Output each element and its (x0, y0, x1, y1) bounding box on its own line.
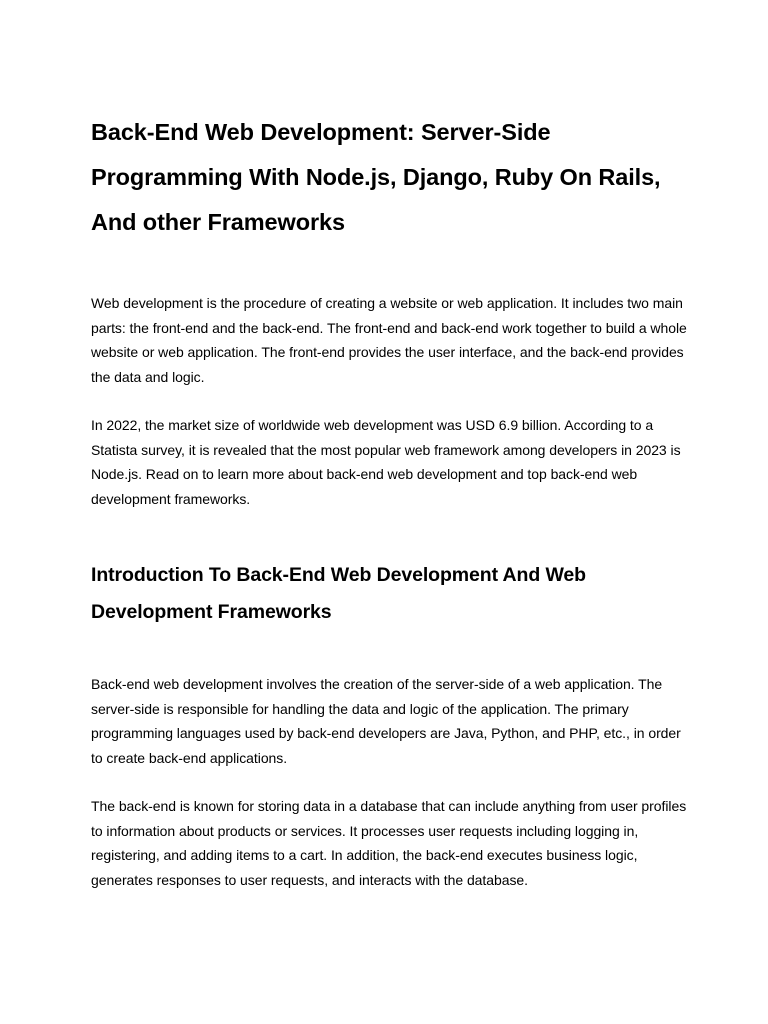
spacer (91, 245, 691, 291)
section-paragraph-1: Back-end web development involves the creation of the server-side of a web application. The server-side is responsible for handling the data and logic of the application. The primary programming languages used by back-end developers are Java, Python, and PHP, etc., in order to create back-end applications. (91, 676, 681, 766)
section-paragraph-2: The back-end is known for storing data in a database that can include anything from user profiles to information about products or services. It processes user requests including logging in, registering, and adding items to a cart. In addition, the back-end executes business logic, generates responses to user requests, and interacts with the database. (91, 798, 687, 888)
intro-paragraph-2: In 2022, the market size of worldwide web development was USD 6.9 billion. According to a Statista survey, it is revealed that the most popular web framework among developers in 2023 is Node.js. Read on to learn more about back-end web development and top back-end web development frameworks. (91, 417, 681, 507)
section-heading: Introduction To Back-End Web Development And Web Development Frameworks (91, 564, 586, 623)
intro-paragraph-1: Web development is the procedure of creating a website or web application. It includes two main parts: the front-end and the back-end. The front-end and back-end work together to build a whole website or web application. The front-end provides the user interface, and the back-end provides the data and logic. (91, 295, 687, 385)
spacer (91, 770, 691, 794)
spacer (91, 631, 691, 672)
spacer (91, 511, 691, 557)
document-content (91, 110, 691, 892)
document-title: Back-End Web Development: Server-Side Programming With Node.js, Django, Ruby On Rails, And other Frameworks (91, 119, 661, 235)
spacer (91, 389, 691, 413)
